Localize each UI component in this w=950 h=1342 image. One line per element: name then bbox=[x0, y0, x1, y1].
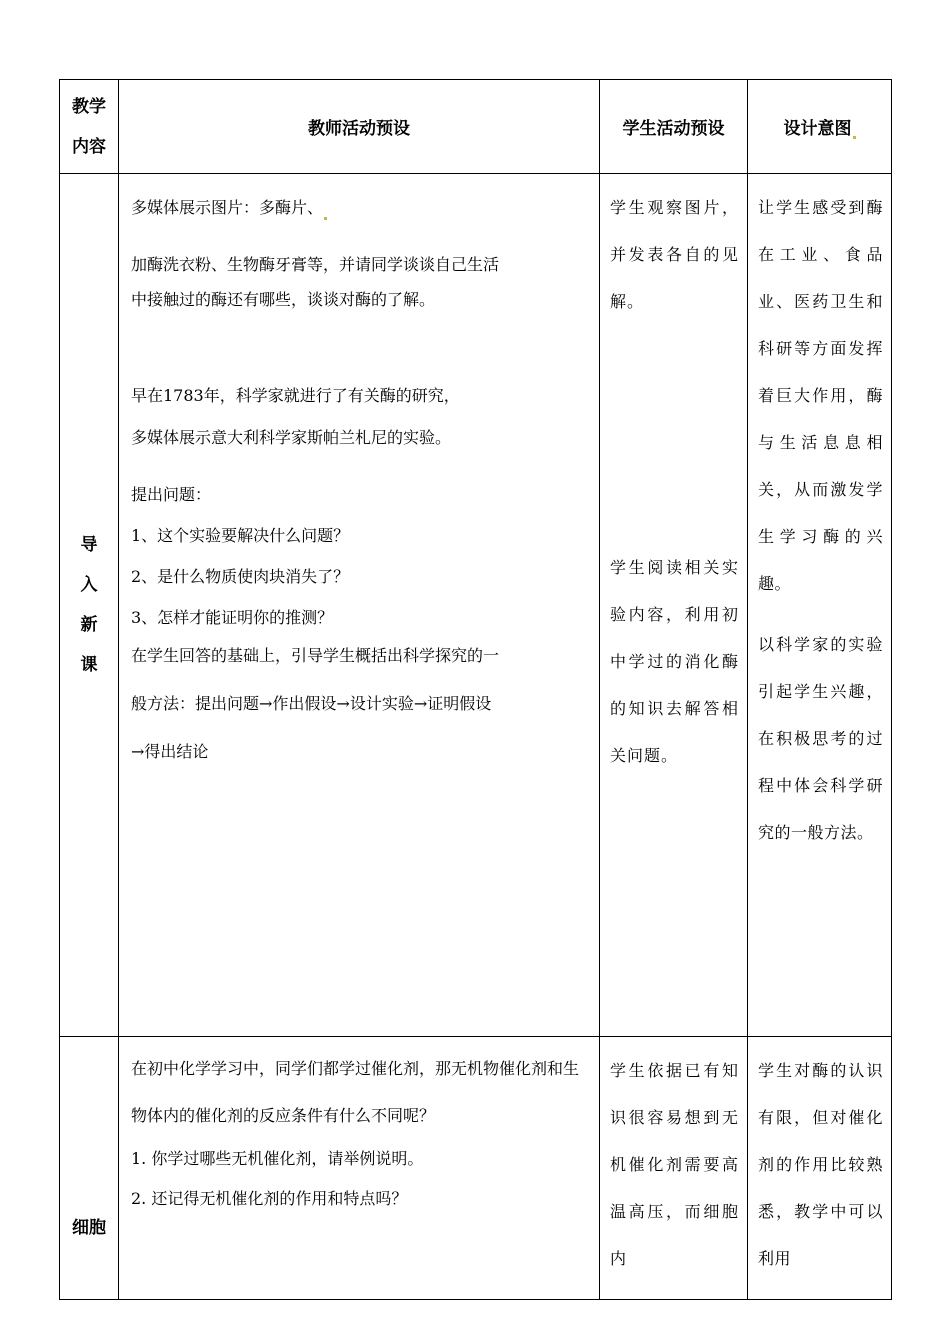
section-cell-label: 细胞 bbox=[60, 1037, 119, 1300]
lesson-plan-table bbox=[59, 79, 892, 1300]
intro-teacher-activity: 多媒体展示图片：多酶片、 加酶洗衣粉、生物酶牙膏等，并请同学谈谈自己生活 中接触过的酶还有哪些，谈谈对酶的了解。 早在1783年，科学家就进行了有关酶的研究， 多媒体展示意大利科学家斯帕兰札尼的实验。 提出问题： 1、这个实验要解决什么问题？ 2、是什么物质使肉块消失了？ 3、怎样才能证明你的推测？ 在学生回答的基础上，引导学生概括出科学探究的一 般方法：提出问题→作出假设→设计实验→证明假设 →得出结论 bbox=[119, 174, 600, 1037]
intro-student-activity: 学生观察图片，并发表各自的见解。 学生阅读相关实验内容，利用初中学过的消化酶的知识去解答相关问题。 bbox=[600, 174, 748, 1037]
header-design-intent: 设计意图 bbox=[748, 80, 892, 174]
section-intro-label: 导 入 新 课 bbox=[60, 174, 119, 1037]
section-cell-row bbox=[60, 1037, 892, 1300]
header-teacher-activity: 教师活动预设 bbox=[119, 80, 600, 174]
section-intro-row bbox=[60, 174, 892, 1037]
header-teaching-content: 教学 内容 bbox=[60, 80, 119, 174]
header-student-activity: 学生活动预设 bbox=[600, 80, 748, 174]
header-row bbox=[60, 80, 892, 174]
cell-design-intent: 学生对酶的认识有限，但对催化剂的作用比较熟悉，教学中可以利用 bbox=[748, 1037, 892, 1300]
intro-design-intent: 让学生感受到酶在工业、食品业、医药卫生和科研等方面发挥着巨大作用，酶与生活息息相关，从而激发学生学习酶的兴趣。 以科学家的实验引起学生兴趣，在积极思考的过程中体会科学研究的一般方法。 bbox=[748, 174, 892, 1037]
cell-student-activity: 学生依据已有知识很容易想到无机催化剂需要高温高压，而细胞内 bbox=[600, 1037, 748, 1300]
cell-teacher-activity: 在初中化学学习中，同学们都学过催化剂，那无机物催化剂和生物体内的催化剂的反应条件有什么不同呢？ 1. 你学过哪些无机催化剂，请举例说明。 2. 还记得无机催化剂的作用和特点吗？ bbox=[119, 1037, 600, 1300]
